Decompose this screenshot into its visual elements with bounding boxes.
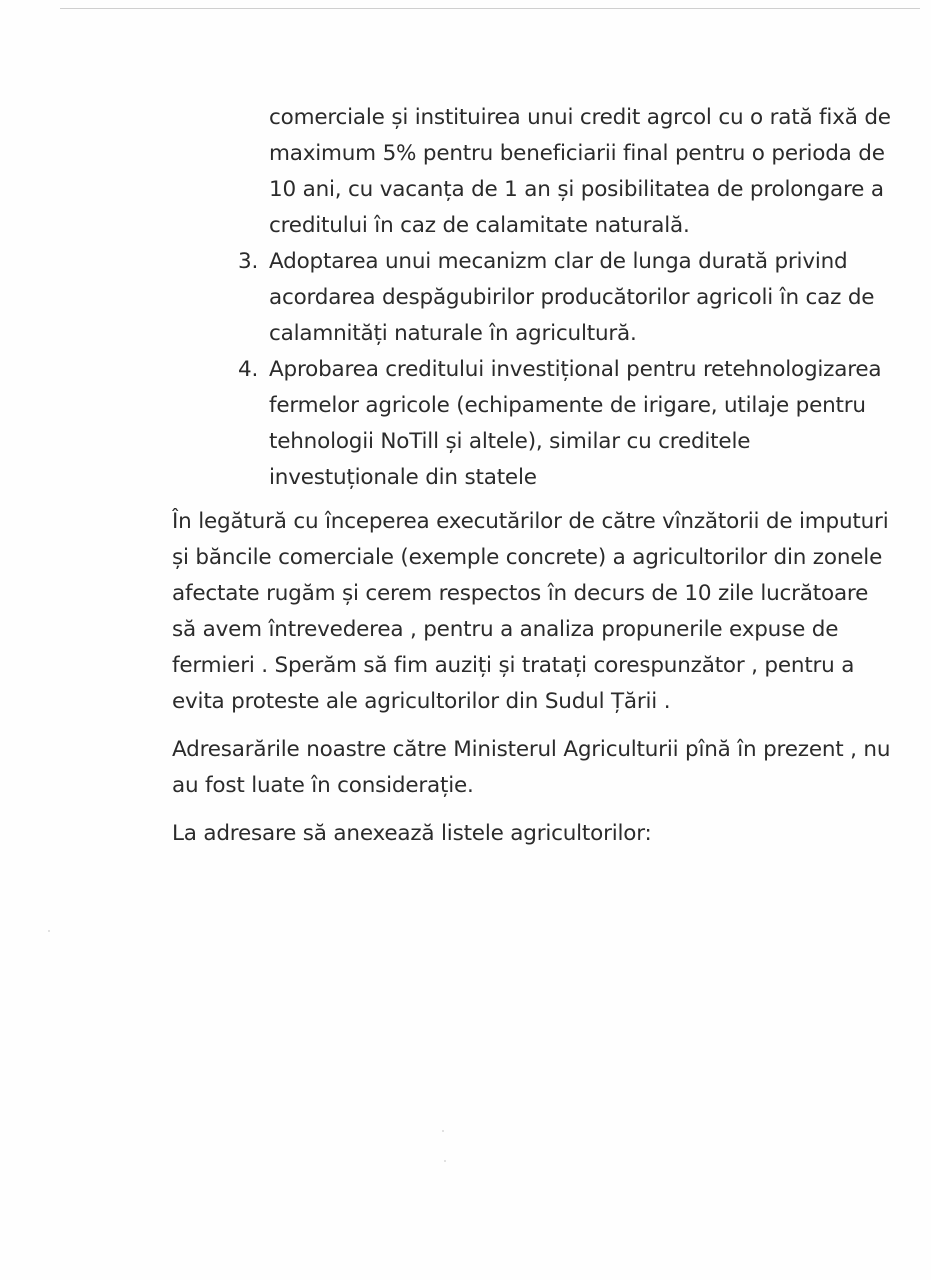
paragraph-annex-note: La adresare să anexează listele agricultorilor:: [172, 821, 652, 846]
scan-speck: [48, 930, 50, 932]
list-item: Aprobarea creditului investițional pentru retehnologizarea fermelor agricole (echipamente de irigare, utilaje pentru tehnologii NoTill și altele), similar cu creditele investuționale din statele: [269, 357, 882, 490]
paragraph-ministry-addresses: Adresarările noastre către Ministerul Agriculturii pînă în prezent , nu au fost luate în considerație.: [172, 737, 891, 798]
paragraph-enforcement-request: În legătură cu începerea executărilor de către vînzătorii de imputuri și băncile comerciale (exemple concrete) a agricultorilor din zonele afectate rugăm și cerem respectos în decurs de 10 zile lucrătoare să avem întrevederea , pentru a analiza propunerile expuse de fermieri . Sperăm să fim auziți și tratați corespunzător , pentru a evita proteste ale agricultorilor din Sudul Țării .: [172, 509, 889, 714]
demands-list-block: [236, 100, 892, 496]
continued-item-text: comerciale și instituirea unui credit agrcol cu o rată fixă de maximum 5% pentru beneficiarii final pentru o perioda de 10 ani, cu vacanța de 1 an și posibilitatea de prolongare a creditului în caz de calamitate naturală.: [269, 105, 891, 238]
list-item: Adoptarea unui mecanizm clar de lunga durată privind acordarea despăgubirilor producătorilor agricoli în caz de calamnități naturale în agricultură.: [269, 249, 875, 346]
page-top-edge-line: [60, 8, 920, 9]
scan-speck: [444, 1160, 446, 1162]
scan-speck: [442, 1130, 444, 1132]
demands-list: [236, 244, 892, 496]
letter-body: [172, 100, 892, 852]
